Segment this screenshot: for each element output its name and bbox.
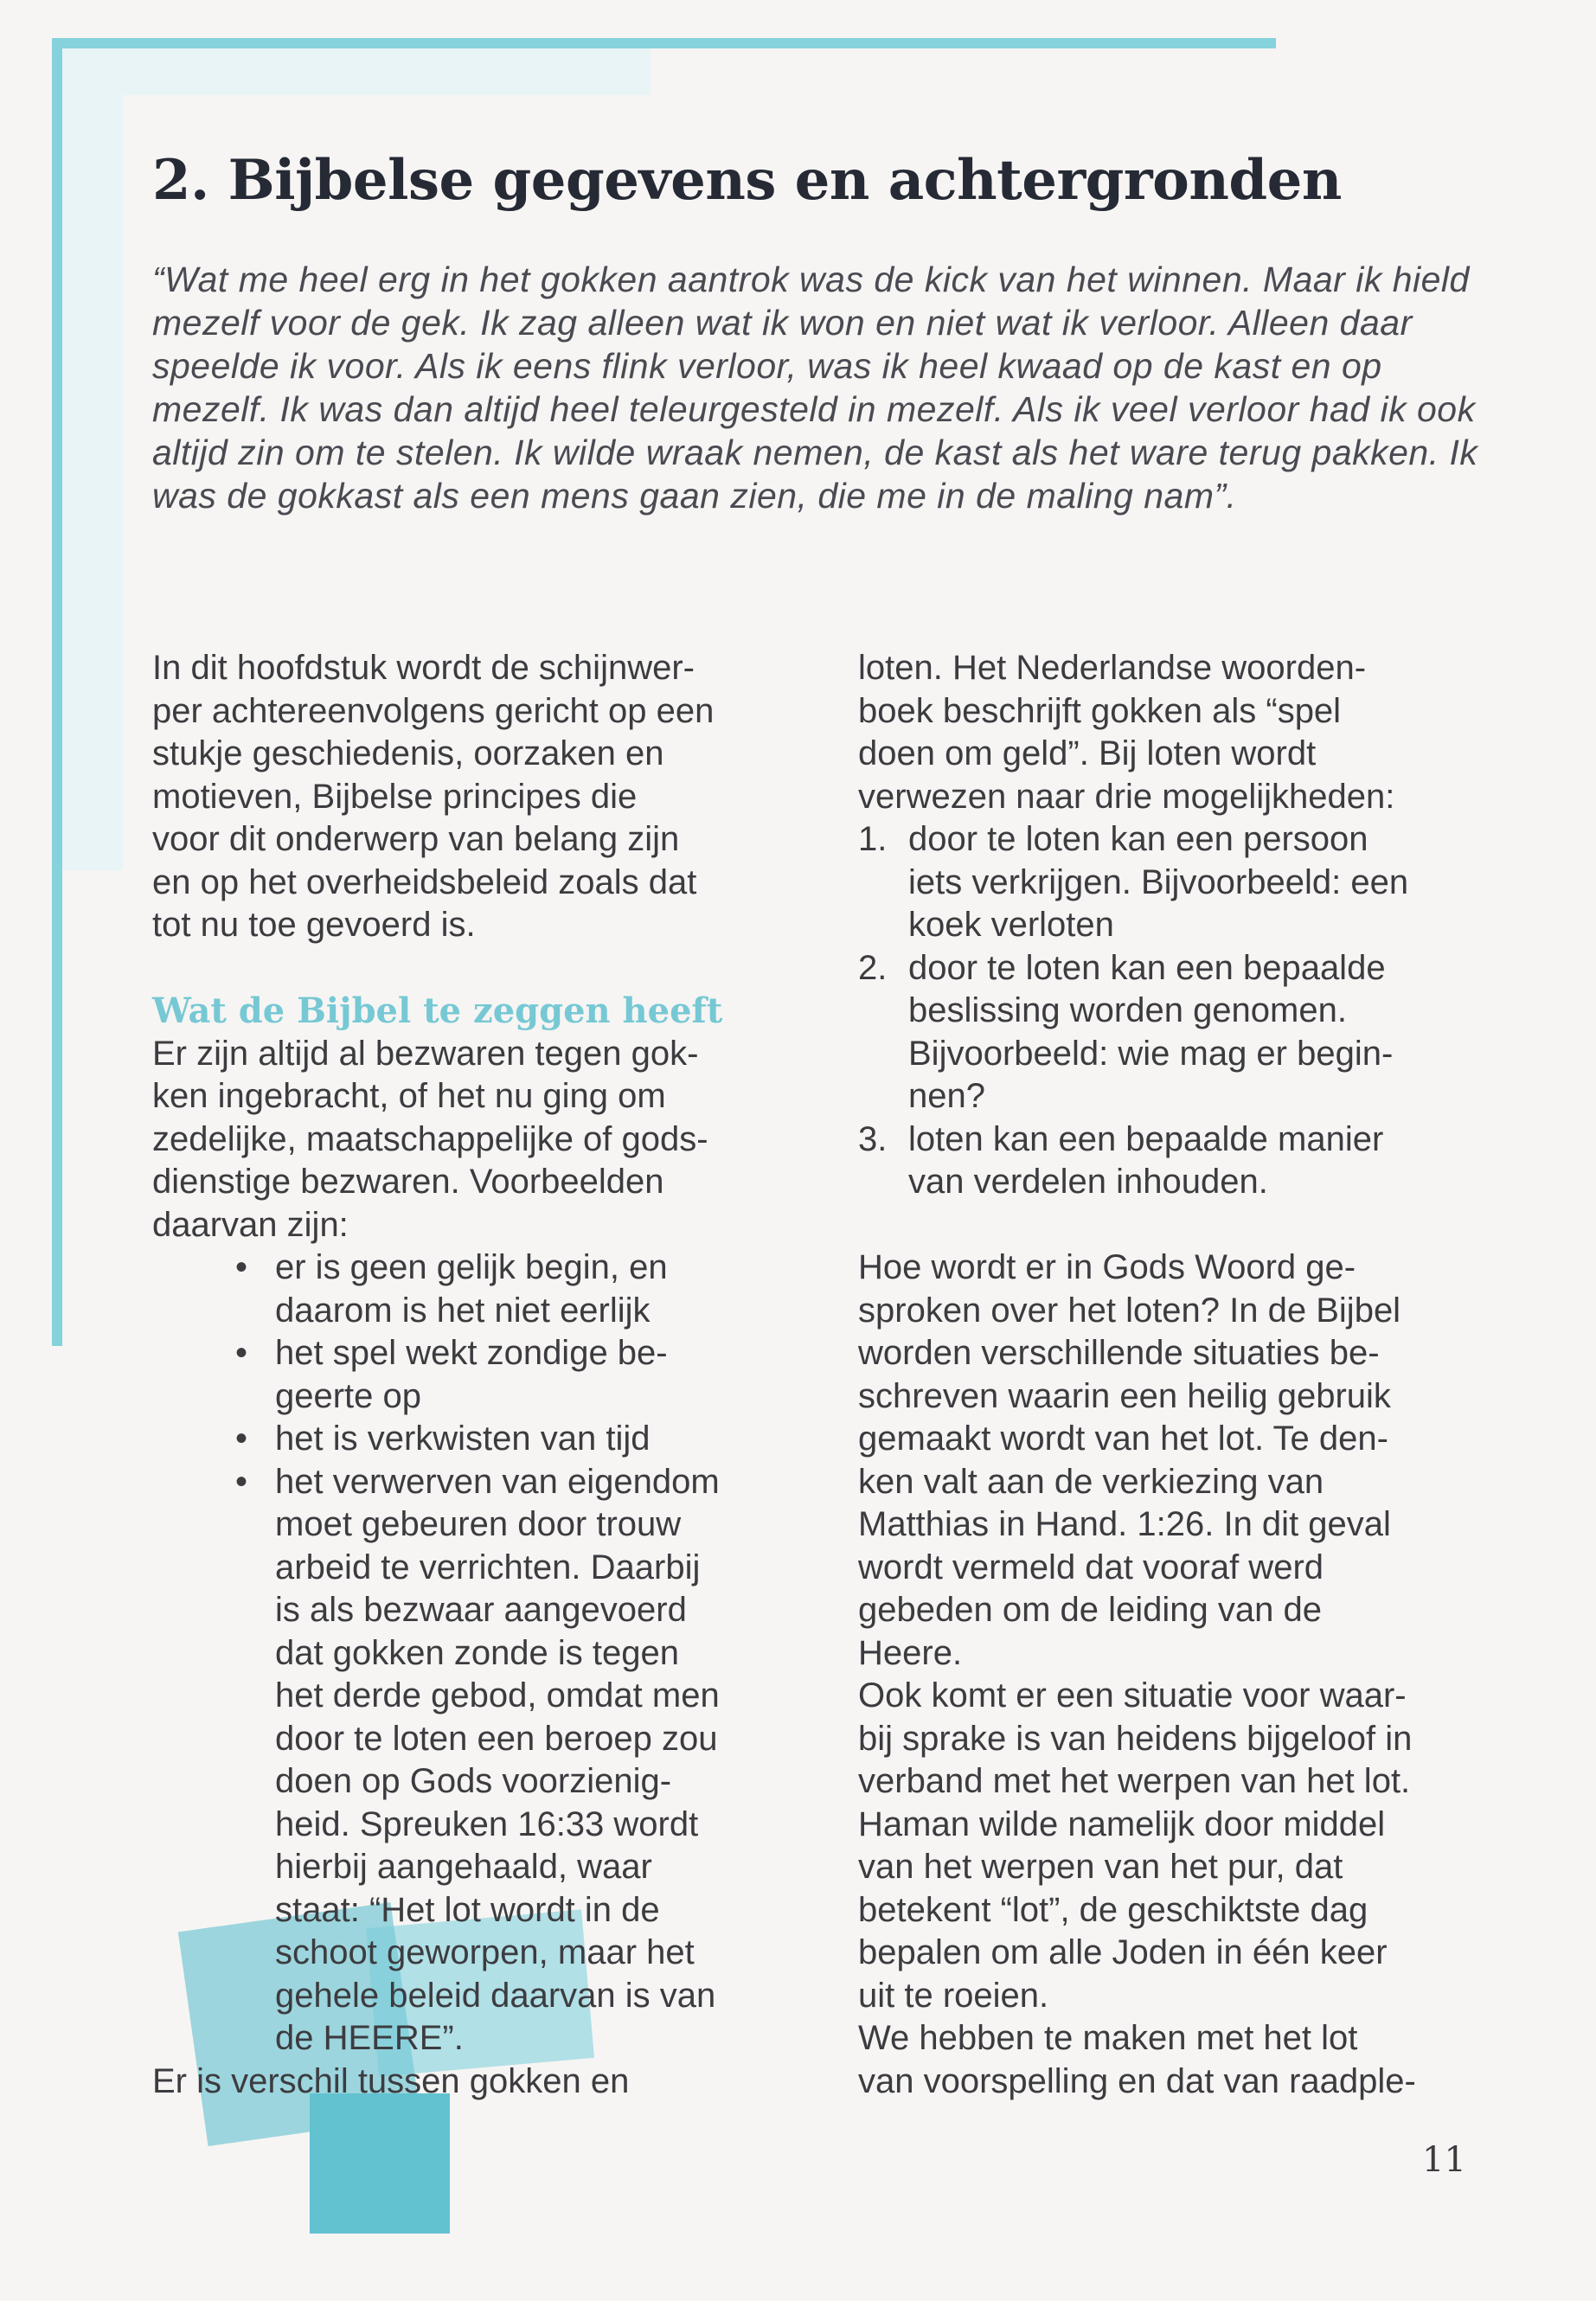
text-line: verband met het werpen van het lot. — [858, 1762, 1411, 1800]
text-line: van verdelen inhouden. — [908, 1163, 1268, 1201]
text-line: Ook komt er een situatie voor waar- — [858, 1676, 1407, 1715]
text-line: door te loten een beroep zou — [275, 1719, 718, 1758]
text-line: Heere. — [858, 1633, 963, 1672]
text-line: Matthias in Hand. 1:26. In dit geval — [858, 1505, 1391, 1543]
bullet-list — [152, 1247, 810, 2061]
text-line: betekent “lot”, de geschiktste dag — [858, 1890, 1368, 1929]
list-number: 3. — [858, 1119, 888, 1158]
text-line: van voorspelling en dat van raadple- — [858, 2061, 1416, 2100]
text-line: is als bezwaar aangevoerd — [275, 1591, 687, 1629]
decorative-square — [310, 2093, 450, 2234]
list-number: 1. — [858, 820, 888, 858]
text-line: loten. Het Nederlandse woorden- — [858, 649, 1367, 687]
text-line: door te loten kan een persoon — [908, 820, 1368, 858]
text-line: verwezen naar drie mogelijkheden: — [858, 777, 1395, 816]
text-line: voor dit onderwerp van belang zijn — [152, 820, 680, 858]
numbered-item — [858, 1118, 1481, 1204]
text-line: worden verschillende situaties be- — [858, 1334, 1380, 1372]
bullet-icon: • — [235, 1334, 248, 1372]
bullet-icon: • — [235, 1420, 248, 1458]
bullet-item — [152, 1418, 810, 1461]
text-line: schoot geworpen, maar het — [275, 1933, 695, 1971]
text-line: beslissing worden genomen. — [908, 991, 1347, 1029]
page-number: 11 — [1422, 2140, 1466, 2180]
right-body-paragraph — [858, 1247, 1481, 2103]
text-line: geerte op — [275, 1376, 422, 1415]
text-line: gehele beleid daarvan is van — [275, 1976, 716, 2015]
list-number: 2. — [858, 948, 888, 987]
left-body-paragraph — [152, 1033, 810, 1247]
intro-quote: “Wat me heel erg in het gokken aantrok was de kick van het winnen. Maar ik hield mezelf voor de gek. Ik zag alleen wat ik won en niet wat ik verloor. Alleen daar speelde ik voor. Als ik eens flink verloor, was ik heel kwaad op de kast en op mezelf. Ik was dan altijd heel teleurgesteld in mezelf. Als ik veel verloor had ik ook altijd zin om te stelen. Ik wilde wraak nemen, de kast als het ware terug pakken. Ik was de gokkast als een mens gaan zien, die me in de maling nam”. — [152, 260, 1478, 516]
text-line: motieven, Bijbelse principes die — [152, 777, 638, 816]
decorative-rule-top — [52, 38, 1276, 48]
text-line: stukje geschiedenis, oorzaken en — [152, 734, 664, 772]
text-line: ken valt aan de verkiezing van — [858, 1462, 1324, 1501]
text-line: uit te roeien. — [858, 1976, 1049, 2015]
text-line: het spel wekt zondige be- — [275, 1334, 668, 1372]
text-line: Haman wilde namelijk door middel — [858, 1804, 1386, 1843]
text-line: heid. Spreuken 16:33 wordt — [275, 1804, 699, 1843]
right-intro-paragraph — [858, 647, 1481, 818]
right-column — [858, 647, 1481, 2103]
text-line: We hebben te maken met het lot — [858, 2019, 1358, 2057]
text-line: gebeden om de leiding van de — [858, 1591, 1322, 1629]
text-line: de HEERE”. — [275, 2019, 464, 2057]
text-line: boek beschrijft gokken als “spel — [858, 691, 1342, 730]
text-line: Bijvoorbeeld: wie mag er begin- — [908, 1034, 1394, 1073]
text-line: doen op Gods voorzienig- — [275, 1762, 672, 1800]
bullet-item — [152, 1461, 810, 2061]
text-line: daarom is het niet eerlijk — [275, 1291, 651, 1330]
section-subheading: Wat de Bijbel te zeggen heeft — [152, 990, 723, 1031]
bullet-item — [152, 1247, 810, 1332]
text-line: zedelijke, maatschappelijke of gods- — [152, 1119, 708, 1158]
decorative-rule-left — [52, 38, 62, 1346]
text-line: dat gokken zonde is tegen — [275, 1633, 680, 1672]
decorative-panel-left — [62, 48, 123, 870]
text-line: gemaakt wordt van het lot. Te den- — [858, 1420, 1388, 1458]
text-line: hierbij aangehaald, waar — [275, 1848, 652, 1886]
bullet-icon: • — [235, 1462, 248, 1501]
text-line: per achtereenvolgens gericht op een — [152, 691, 715, 730]
text-line: van het werpen van het pur, dat — [858, 1848, 1343, 1886]
text-line: ken ingebracht, of het nu ging om — [152, 1077, 666, 1115]
bullet-item — [152, 1332, 810, 1418]
left-column — [152, 647, 810, 2103]
text-line: iets verkrijgen. Bijvoorbeeld: een — [908, 862, 1409, 901]
text-line: moet gebeuren door trouw — [275, 1505, 682, 1543]
text-line: loten kan een bepaalde manier — [908, 1119, 1384, 1158]
text-line: Hoe wordt er in Gods Woord ge- — [858, 1248, 1356, 1286]
text-line: sproken over het loten? In de Bijbel — [858, 1291, 1401, 1330]
text-line: Er is verschil tussen gokken en — [152, 2061, 630, 2100]
text-line: schreven waarin een heilig gebruik — [858, 1376, 1391, 1415]
numbered-list — [858, 818, 1481, 1204]
numbered-item — [858, 818, 1481, 947]
text-line: koek verloten — [908, 906, 1114, 944]
text-line: arbeid te verrichten. Daarbij — [275, 1548, 701, 1586]
text-line: In dit hoofdstuk wordt de schijnwer- — [152, 649, 695, 687]
page-title: 2. Bijbelse gegevens en achtergronden — [152, 148, 1342, 213]
text-line: het verwerven van eigendom — [275, 1462, 720, 1501]
text-line: bij sprake is van heidens bijgeloof in — [858, 1719, 1413, 1758]
text-line: Er zijn altijd al bezwaren tegen gok- — [152, 1034, 699, 1073]
text-line: dienstige bezwaren. Voorbeelden — [152, 1163, 664, 1201]
text-line: en op het overheidsbeleid zoals dat — [152, 862, 697, 901]
text-line: staat: “Het lot wordt in de — [275, 1890, 660, 1929]
text-line: tot nu toe gevoerd is. — [152, 906, 476, 944]
text-line: het derde gebod, omdat men — [275, 1676, 720, 1715]
left-intro-paragraph — [152, 647, 810, 947]
text-line: wordt vermeld dat vooraf werd — [858, 1548, 1324, 1586]
bullet-icon: • — [235, 1248, 248, 1286]
decorative-panel-top — [62, 48, 651, 95]
numbered-item — [858, 947, 1481, 1118]
text-line: door te loten kan een bepaalde — [908, 948, 1386, 987]
text-line: bepalen om alle Joden in één keer — [858, 1933, 1388, 1971]
text-line: nen? — [908, 1077, 985, 1115]
text-line: daarvan zijn: — [152, 1205, 349, 1244]
text-line: er is geen gelijk begin, en — [275, 1248, 668, 1286]
text-line: het is verkwisten van tijd — [275, 1420, 651, 1458]
text-line: doen om geld”. Bij loten wordt — [858, 734, 1317, 772]
